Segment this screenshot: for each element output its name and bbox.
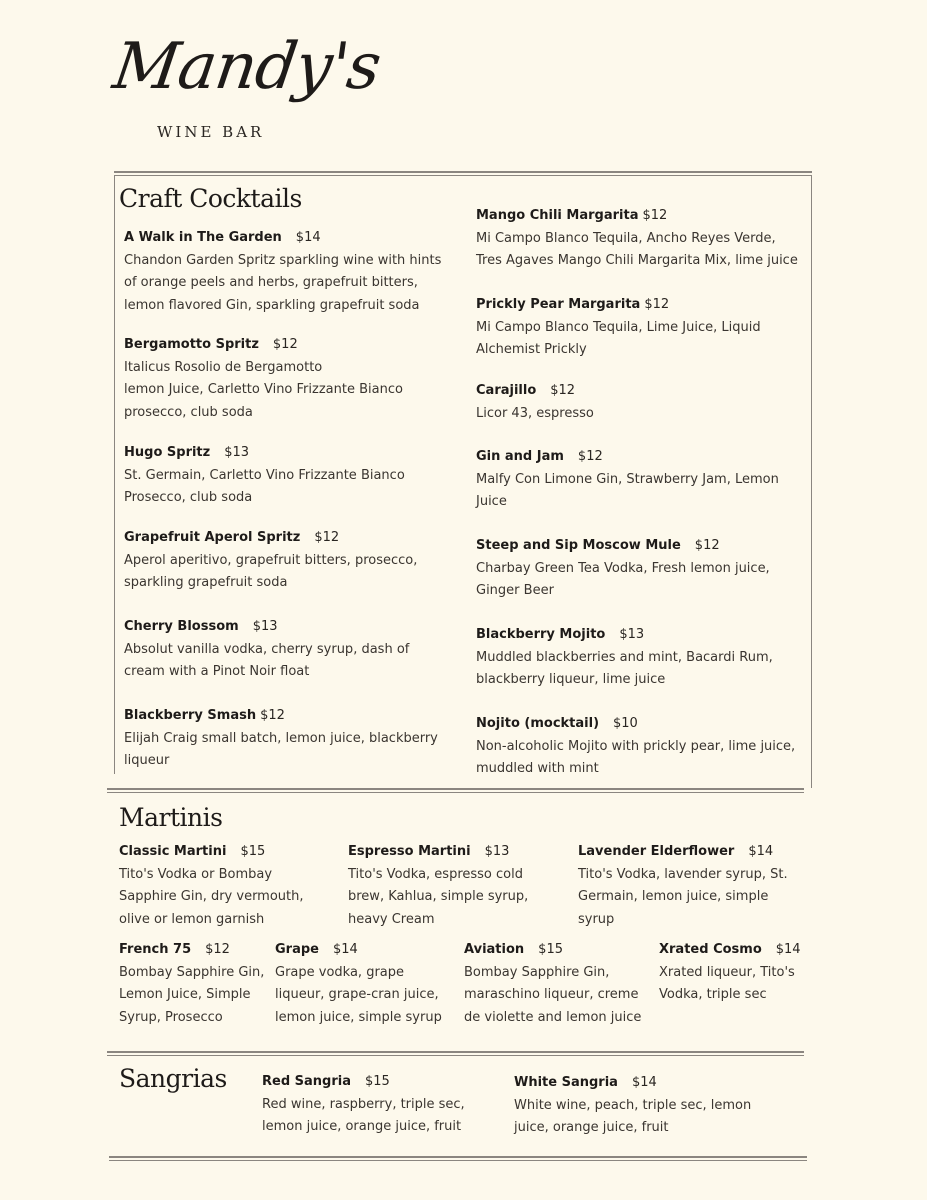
item-name: Blackberry Mojito: [476, 627, 606, 642]
item-description-line: Malfy Con Limone Gin, Strawberry Jam, Lemon: [476, 471, 779, 487]
item-description-line: Elijah Craig small batch, lemon juice, blackberry: [124, 730, 438, 746]
item-price: $14: [332, 942, 358, 957]
item-description-line: Aperol aperitivo, grapefruit bitters, prosecco,: [124, 552, 418, 568]
item-description-line: lemon flavored Gin, sparkling grapefruit soda: [124, 297, 420, 313]
item-description-line: juice, orange juice, fruit: [514, 1120, 669, 1135]
item-price: $15: [365, 1074, 390, 1089]
item-price: $13: [224, 445, 250, 460]
item-description-line: Tres Agaves Mango Chili Margarita Mix, lime juice: [476, 253, 798, 268]
item-description-line: Sapphire Gin, dry vermouth,: [119, 889, 304, 904]
item-description-line: brew, Kahlua, simple syrup,: [348, 889, 529, 904]
item-description-line: Mi Campo Blanco Tequila, Ancho Reyes Verde,: [476, 230, 776, 246]
item-name: Prickly Pear Margarita: [476, 297, 641, 312]
item-description-line: heavy Cream: [348, 911, 435, 927]
item-description-line: lemon Juice, Carletto Vino Frizzante Bianco: [124, 382, 403, 397]
item-price: $12: [577, 449, 603, 464]
item-description-line: de violette and lemon juice: [464, 1009, 642, 1025]
top-divider: [114, 171, 812, 176]
item-description-line: Tito's Vodka, espresso cold: [348, 866, 523, 882]
brand-script-logo: Mandy's: [108, 30, 385, 104]
menu-item: [476, 713, 808, 781]
cocktails-title: Craft Cocktails: [119, 184, 302, 213]
menu-item: [124, 227, 464, 317]
item-name: Lavender Elderflower: [578, 844, 735, 859]
item-description-line: Chandon Garden Spritz sparkling wine with hints: [124, 252, 442, 268]
item-name: French 75: [119, 942, 192, 957]
item-name: Red Sangria: [262, 1074, 351, 1089]
menu-item: [476, 380, 808, 425]
item-description-line: Non-alcoholic Mojito with prickly pear, lime juice,: [476, 738, 796, 754]
item-description-line: St. Germain, Carletto Vino Frizzante Bianco: [124, 467, 405, 483]
item-description-line: sparkling grapefruit soda: [124, 575, 288, 590]
item-price: $13: [619, 627, 645, 642]
menu-item: [476, 294, 808, 362]
item-description-line: Grape vodka, grape: [275, 964, 405, 980]
item-description-line: Absolut vanilla vodka, cherry syrup, dash of: [124, 641, 410, 657]
item-description-line: Mi Campo Blanco Tequila, Lime Juice, Liquid: [476, 319, 761, 335]
item-name: Xrated Cosmo: [659, 942, 762, 957]
item-name: Hugo Spritz: [124, 445, 211, 460]
item-name: Aviation: [464, 942, 525, 957]
item-description-line: Alchemist Prickly: [476, 342, 587, 357]
martinis-divider: [107, 788, 804, 793]
item-description-line: Charbay Green Tea Vodka, Fresh lemon juice,: [476, 560, 770, 576]
menu-item: [119, 939, 271, 1029]
item-name: Classic Martini: [119, 844, 227, 859]
item-name: Carajillo: [476, 383, 537, 398]
item-name: Bergamotto Spritz: [124, 337, 259, 352]
item-price: $14: [748, 844, 774, 859]
item-description-line: liqueur, grape-cran juice,: [275, 987, 439, 1002]
item-price: $12: [272, 337, 298, 352]
sangrias-title: Sangrias: [119, 1064, 227, 1093]
item-description-line: Juice: [476, 494, 507, 509]
item-name: Steep and Sip Moscow Mule: [476, 538, 681, 553]
item-description-line: Syrup, Prosecco: [119, 1009, 223, 1025]
item-price: $12: [314, 530, 340, 545]
item-description-line: maraschino liqueur, creme: [464, 987, 639, 1002]
bottom-divider: [109, 1156, 807, 1161]
item-price: $12: [260, 708, 285, 723]
item-description-line: Bombay Sapphire Gin,: [464, 964, 610, 980]
item-description-line: Red wine, raspberry, triple sec,: [262, 1096, 465, 1112]
item-description-line: White wine, peach, triple sec, lemon: [514, 1097, 752, 1113]
item-description-line: Tito's Vodka or Bombay: [119, 866, 273, 882]
menu-item: [514, 1072, 804, 1140]
item-price: $14: [631, 1075, 657, 1090]
item-name: White Sangria: [514, 1075, 618, 1090]
left-border: [114, 176, 115, 774]
menu-item: [275, 939, 457, 1029]
brand-subtitle: WINE BAR: [157, 123, 265, 141]
item-description-line: lemon juice, simple syrup: [275, 1009, 442, 1025]
item-description-line: prosecco, club soda: [124, 404, 253, 420]
menu-item: [124, 616, 464, 684]
item-price: $13: [252, 619, 278, 634]
item-description-line: olive or lemon garnish: [119, 911, 265, 927]
item-price: $12: [642, 208, 668, 223]
item-name: Cherry Blossom: [124, 619, 239, 634]
item-name: Espresso Martini: [348, 844, 471, 859]
item-price: $12: [550, 383, 576, 398]
right-border: [811, 176, 812, 788]
menu-item: [124, 442, 464, 510]
item-description-line: liqueur: [124, 753, 170, 768]
item-name: Nojito (mocktail): [476, 716, 600, 731]
item-price: $12: [644, 297, 670, 312]
item-price: $10: [613, 716, 638, 731]
menu-item: [578, 841, 808, 931]
menu-item: [476, 446, 808, 514]
item-description-line: of orange peels and herbs, grapefruit bitters,: [124, 275, 418, 290]
item-name: Mango Chili Margarita: [476, 208, 639, 223]
item-description-line: Italicus Rosolio de Bergamotto: [124, 359, 323, 375]
item-name: Grape: [275, 942, 319, 957]
item-description-line: cream with a Pinot Noir float: [124, 664, 310, 679]
item-description-line: Prosecco, club soda: [124, 490, 253, 505]
menu-item: [464, 939, 654, 1029]
item-description-line: Licor 43, espresso: [476, 405, 594, 421]
item-description-line: Bombay Sapphire Gin,: [119, 964, 265, 980]
menu-item: [262, 1071, 502, 1139]
item-name: Gin and Jam: [476, 449, 564, 464]
sangrias-divider: [107, 1051, 804, 1056]
item-description-line: syrup: [578, 911, 615, 927]
item-description-line: Germain, lemon juice, simple: [578, 889, 769, 904]
menu-item: [659, 939, 809, 1007]
menu-item: [124, 334, 464, 424]
menu-item: [476, 624, 808, 692]
item-name: Blackberry Smash: [124, 708, 257, 723]
item-price: $15: [240, 844, 266, 859]
menu-item: [124, 527, 464, 595]
menu-item: [476, 535, 808, 603]
item-name: A Walk in The Garden: [124, 230, 282, 245]
item-description-line: Vodka, triple sec: [659, 987, 767, 1002]
item-name: Grapefruit Aperol Spritz: [124, 530, 301, 545]
item-description-line: Ginger Beer: [476, 583, 554, 598]
item-price: $14: [775, 942, 801, 957]
item-description-line: Tito's Vodka, lavender syrup, St.: [578, 866, 788, 882]
item-price: $15: [538, 942, 563, 957]
item-description-line: lemon juice, orange juice, fruit: [262, 1119, 462, 1134]
item-description-line: Xrated liqueur, Tito's: [659, 964, 795, 980]
menu-item: [124, 705, 464, 773]
item-price: $12: [205, 942, 230, 957]
item-price: $13: [484, 844, 510, 859]
item-description-line: muddled with mint: [476, 761, 599, 776]
item-description-line: Lemon Juice, Simple: [119, 987, 251, 1002]
menu-item: [119, 841, 339, 931]
menu-item: [476, 205, 808, 273]
item-price: $12: [694, 538, 720, 553]
item-price: $14: [295, 230, 321, 245]
item-description-line: blackberry liqueur, lime juice: [476, 672, 666, 687]
item-description-line: Muddled blackberries and mint, Bacardi Rum,: [476, 649, 773, 665]
martinis-title: Martinis: [119, 803, 223, 832]
menu-item: [348, 841, 570, 931]
